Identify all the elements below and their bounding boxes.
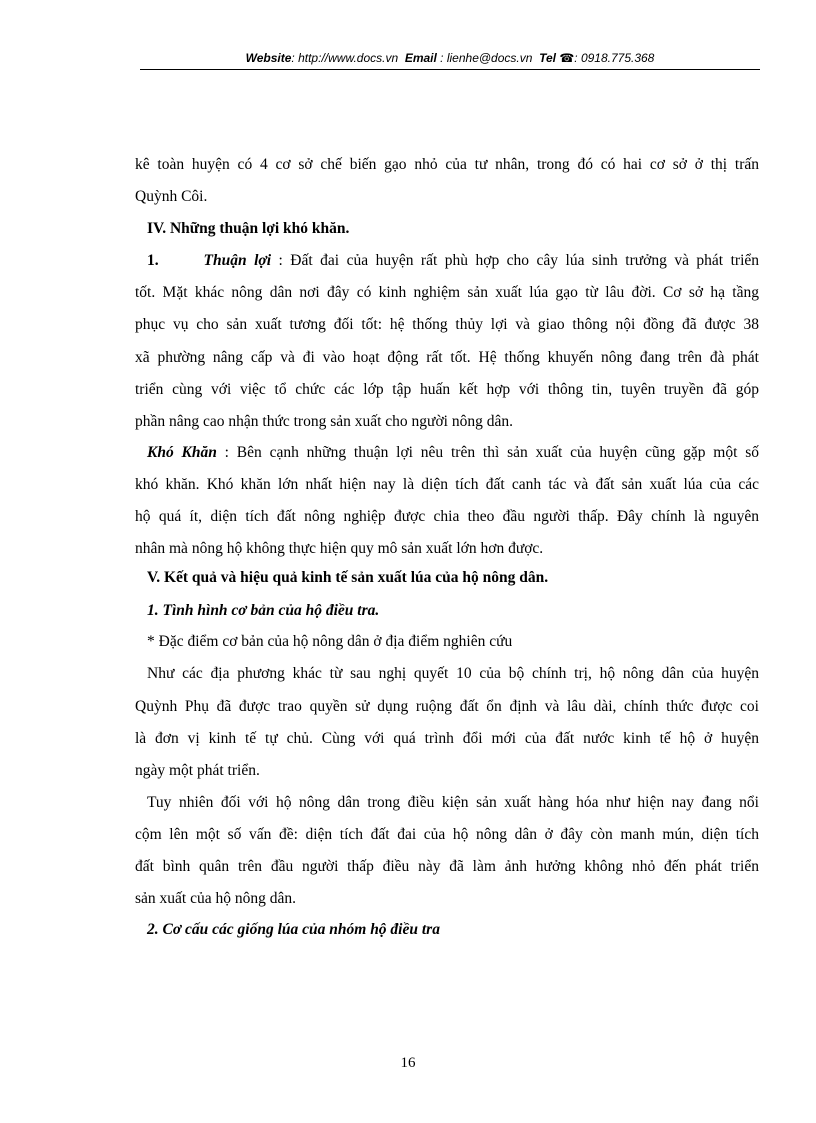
paragraph-line: triển cùng với việc tổ chức các lớp tập huấn kết hợp với thông tin, tuyên truyền đã góp <box>135 381 759 398</box>
paragraph-line: phục vụ cho sản xuất tương đối tốt: hệ thống thủy lợi và giao thông nội đồng đã được 38 <box>135 316 759 333</box>
advantages-first-line <box>147 251 759 271</box>
paragraph-line: phần nâng cao nhận thức trong sản xuất cho người nông dân. <box>135 413 513 430</box>
paragraph-line: cộm lên một số vấn đề: diện tích đất đai của hộ nông dân ở đây còn manh mún, diện tích <box>135 826 759 843</box>
paragraph-line: tốt. Mặt khác nông dân nơi đây có kinh nghiệm sản xuất lúa gạo từ lâu đời. Cơ sở hạ tầng <box>135 284 759 301</box>
paragraph-line: khó khăn. Khó khăn lớn nhất hiện nay là diện tích đất canh tác và đất sản xuất lúa của các <box>135 476 759 493</box>
email-label: Email <box>404 51 437 65</box>
section-heading-iv: IV. Những thuận lợi khó khăn. <box>147 220 350 237</box>
header-rule <box>140 69 760 70</box>
tel-value: : 0918.775.368 <box>574 51 655 65</box>
difficulties-label: Khó Khăn <box>147 444 217 461</box>
paragraph-line: xã phường nâng cấp và đi vào hoạt động rất tốt. Hệ thống khuyến nông đang trên đà phát <box>135 349 759 366</box>
paragraph-line: kê toàn huyện có 4 cơ sở chế biến gạo nhỏ của tư nhân, trong đó có hai cơ sở ở thị trấn <box>135 156 759 173</box>
subsection-heading-v1: 1. Tình hình cơ bản của hộ điều tra. <box>147 602 380 619</box>
advantages-label: Thuận lợi <box>203 252 272 269</box>
email-value: : lienhe@docs.vn <box>440 51 533 65</box>
advantages-text: : Đất đai của huyện rất phù hợp cho cây lúa sinh trưởng và phát triển <box>271 252 760 269</box>
tel-label: Tel <box>539 51 556 65</box>
page-number: 16 <box>400 1055 416 1071</box>
website-value: : http://www.docs.vn <box>291 51 399 65</box>
paragraph-line: đất bình quân trên đầu người thấp điều này đã làm ảnh hưởng không nhỏ đến phát triển <box>135 858 759 875</box>
subsection-heading-v2: 2. Cơ cấu các giống lúa của nhóm hộ điều tra <box>147 921 440 938</box>
website-label: Website <box>245 51 292 65</box>
paragraph-line: nhân mà nông hộ không thực hiện quy mô sản xuất lớn hơn được. <box>135 540 544 557</box>
paragraph-line: hộ quá ít, diện tích đất nông nghiệp được chia theo đầu người thấp. Đây chính là nguyên <box>135 508 759 525</box>
paragraph-line: ngày một phát triển. <box>135 762 260 779</box>
paragraph-line: Quỳnh Phụ đã được trao quyền sử dụng ruộng đất ổn định và lâu dài, chính thức được coi <box>135 698 759 715</box>
difficulties-text: : Bên cạnh những thuận lợi nêu trên thì sản xuất của huyện cũng gặp một số <box>216 444 759 461</box>
difficulties-first-line <box>147 443 759 463</box>
paragraph-line: Quỳnh Côi. <box>135 188 208 205</box>
advantages-number: 1. <box>147 252 159 269</box>
phone-icon: ☎ <box>559 51 575 65</box>
paragraph-line: Tuy nhiên đối với hộ nông dân trong điều kiện sản xuất hàng hóa như hiện nay đang nổi <box>147 794 759 811</box>
bullet-line: * Đặc điểm cơ bản của hộ nông dân ở địa điểm nghiên cứu <box>147 633 513 650</box>
paragraph-line: Như các địa phương khác từ sau nghị quyết 10 của bộ chính trị, hộ nông dân của huyện <box>147 665 759 682</box>
section-heading-v: V. Kết quả và hiệu quả kinh tế sản xuất lúa của hộ nông dân. <box>147 569 549 586</box>
paragraph-line: là đơn vị kinh tế tự chủ. Cùng với quá trình đổi mới của đất nước kinh tế hộ ở huyện <box>135 730 759 747</box>
paragraph-line: sản xuất của hộ nông dân. <box>135 890 296 907</box>
page-header <box>140 51 760 65</box>
